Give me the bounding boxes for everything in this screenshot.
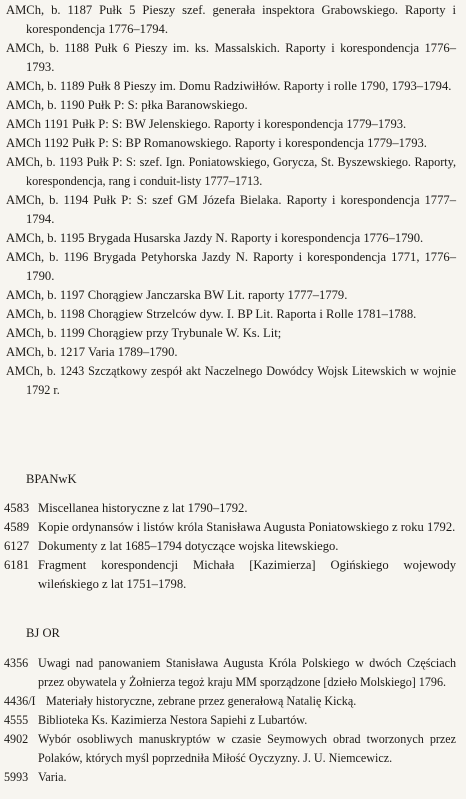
- amch-entry-1197: AMCh, b. 1197 Chorągiew Janczarska BW Lit. raporty 1777–1779.: [6, 288, 348, 302]
- amch-entry-1199: AMCh, b. 1199 Chorągiew przy Trybunale W. Ks. Lit;: [6, 326, 282, 340]
- entry-text: Biblioteka Ks. Kazimierza Nestora Sapiehi z Lubartów.: [38, 713, 308, 727]
- amch-entry-1188: AMCh, b. 1188 Pułk 6 Pieszy im. ks. Massalskich. Raporty i korespondencja 1776–1793.: [6, 41, 456, 74]
- amch-entry-1192: AMCh 1192 Pułk P: S: BP Romanowskiego. Raporty i korespondencja 1779–1793.: [6, 136, 427, 150]
- bpanwk-entry: [0, 499, 466, 518]
- bjor-entry: [0, 730, 466, 768]
- amch-entry-1198: AMCh, b. 1198 Chorągiew Strzelców dyw. I. BP Lit. Raporta i Rolle 1781–1788.: [6, 307, 417, 321]
- bjor-entry: [0, 692, 466, 711]
- entry-text: Dokumenty z lat 1685–1794 dotyczące wojska litewskiego.: [38, 539, 339, 553]
- amch-entry-1190: AMCh, b. 1190 Pułk P: S: płka Baranowskiego.: [6, 98, 248, 112]
- amch-entry-1217: AMCh, b. 1217 Varia 1789–1790.: [6, 345, 178, 359]
- entry-text: Varia.: [38, 770, 67, 784]
- entry-number: 4589: [4, 520, 30, 534]
- entry-number: 6181: [4, 558, 30, 572]
- amch-entry-1191: AMCh 1191 Pułk P: S: BW Jelenskiego. Raporty i korespondencja 1779–1793.: [6, 117, 407, 131]
- entry-number: 5993: [4, 770, 29, 784]
- bjor-section: [0, 624, 466, 787]
- entry-number: 4583: [4, 501, 30, 515]
- bpanwk-entry: [0, 537, 466, 556]
- amch-entry-1189: AMCh, b. 1189 Pułk 8 Pieszy im. Domu Radziwiłłów. Raporty i rolle 1790, 1793–1794.: [6, 79, 452, 93]
- bpanwk-entry: [0, 556, 466, 594]
- amch-entry-1187: AMCh, b. 1187 Pułk 5 Pieszy szef. generała inspektora Grabowskiego. Raporty i korespondencja 1776–1794.: [6, 3, 456, 36]
- entry-text: Materiały historyczne, zebrane przez generałową Natalię Kicką.: [46, 694, 357, 708]
- entry-number: 4356: [4, 656, 29, 670]
- bjor-entry: [0, 654, 466, 692]
- entry-text: Uwagi nad panowaniem Stanisława Augusta Króla Polskiego w dwóch Częściach przez obywatela y Żołnierza tegoż kraju MM sporządzone [dzieło Molskiego] 1796.: [38, 656, 456, 689]
- bjor-entry: [0, 711, 466, 730]
- bjor-entry: [0, 768, 466, 787]
- entry-text: Kopie ordynansów i listów króla Stanisława Augusta Poniatowskiego z roku 1792.: [38, 520, 456, 534]
- amch-entry-1195: AMCh, b. 1195 Brygada Husarska Jazdy N. Raporty i korespondencja 1776–1790.: [6, 231, 424, 245]
- entry-number: 6127: [4, 539, 30, 553]
- entry-text: Miscellanea historyczne z lat 1790–1792.: [38, 501, 248, 515]
- entry-number: 4555: [4, 713, 29, 727]
- entry-number: 4902: [4, 732, 29, 746]
- entry-text: Fragment korespondencji Michała [Kazimierza] Ogińskiego wojewody wileńskiego z lat 1751–1798.: [38, 558, 456, 591]
- amch-entry-1243: AMCh, b. 1243 Szczątkowy zespół akt Naczelnego Dowódcy Wojsk Litewskich w wojnie 1792 r.: [6, 364, 456, 397]
- amch-entries-list: [0, 1, 466, 400]
- bjor-heading: BJ OR: [26, 626, 60, 640]
- amch-entry-1196: AMCh, b. 1196 Brygada Petyhorska Jazdy N. Raporty i korespondencja 1771, 1776–1790.: [6, 250, 456, 283]
- bpanwk-entry: [0, 518, 466, 537]
- entry-text: Wybór osobliwych manuskryptów w czasie Seymowych obrad tworzonych przez Polaków, których myśl poprzedniła Miłość Oyczyzny. J. U. Niemcewicz.: [38, 732, 456, 765]
- bpanwk-heading: BPANwK: [26, 472, 77, 486]
- amch-entry-1194: AMCh, b. 1194 Pułk P: S: szef GM Józefa Bielaka. Raporty i korespondencja 1777–1794.: [6, 193, 456, 226]
- bpanwk-section: [0, 470, 466, 594]
- entry-number: 4436/I: [4, 694, 36, 708]
- amch-entry-1193: AMCh, b. 1193 Pułk P: S: szef. Ign. Poniatowskiego, Gorycza, St. Byszewskiego. Raporty, korespondencja, rang i conduit-listy 1777–1713.: [6, 155, 456, 188]
